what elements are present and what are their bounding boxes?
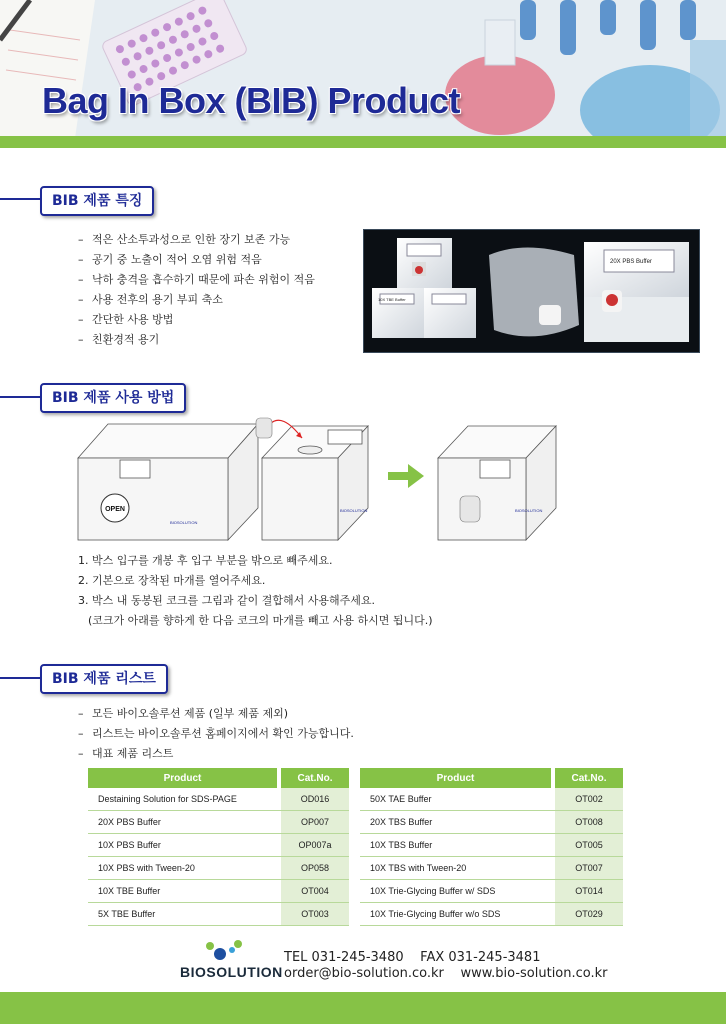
product-table-left: [88, 768, 349, 926]
usage-diagram: [70, 412, 570, 542]
list-item: – 간단한 사용 방법: [78, 313, 174, 326]
list-item: 3. 박스 내 동봉된 코크를 그림과 같이 결합해서 사용해주세요.: [78, 594, 375, 607]
table-row: 20X TBS Buffer OT008: [360, 811, 623, 834]
col-product: Product: [360, 768, 551, 788]
list-item: – 적은 산소투과성으로 인한 장기 보존 가능: [78, 233, 291, 246]
table-row: 10X TBE Buffer OT004: [88, 880, 349, 903]
header-divider-bar: [0, 136, 726, 148]
list-item: – 사용 전후의 용기 부피 축소: [78, 293, 223, 306]
table-row: 10X PBS with Tween-20 OP058: [88, 857, 349, 880]
email-link[interactable]: order@bio-solution.co.kr: [284, 966, 444, 981]
footer-bar: [0, 992, 726, 1024]
list-notes: [78, 704, 354, 764]
page-title: Bag In Box (BIB) Product: [42, 80, 460, 121]
table-header-row: [360, 768, 623, 788]
list-item: – 낙하 충격을 흡수하기 때문에 파손 위험이 적음: [78, 273, 315, 286]
section-rule: [0, 198, 44, 200]
list-item: – 리스트는 바이오솔루션 홈페이지에서 확인 가능합니다.: [78, 727, 354, 740]
cock-icon: [460, 496, 480, 522]
table-row: Destaining Solution for SDS-PAGE OD016: [88, 788, 349, 811]
table-row: 10X TBS with Tween-20 OT007: [360, 857, 623, 880]
hero-banner: [0, 0, 726, 138]
brand-mark: BIOSOLUTION: [340, 508, 368, 513]
table-header-row: [88, 768, 349, 788]
table-row: 10X Trie-Glycing Buffer w/o SDS OT029: [360, 903, 623, 926]
product-photo: [363, 229, 700, 353]
table-row: 10X Trie-Glycing Buffer w/ SDS OT014: [360, 880, 623, 903]
list-item: – 친환경적 용기: [78, 333, 160, 346]
section-heading-usage: BIB 제품 사용 방법: [40, 383, 186, 413]
brand-mark: BIOSOLUTION: [515, 508, 543, 513]
arrow-right-icon: [388, 464, 424, 488]
usage-steps: [78, 551, 433, 631]
tel: TEL 031-245-3480: [284, 950, 404, 965]
website-link[interactable]: www.bio-solution.co.kr: [460, 966, 608, 981]
box-with-cock-illustration: [438, 426, 556, 540]
col-product: Product: [88, 768, 277, 788]
open-label: OPEN: [105, 506, 125, 513]
table-row: 10X PBS Buffer OP007a: [88, 834, 349, 857]
col-cat: Cat.No.: [555, 768, 623, 788]
table-row: 5X TBE Buffer OT003: [88, 903, 349, 926]
contact-phone-fax: [284, 950, 540, 965]
photo-label-small: 10X TBE Buffer: [378, 297, 406, 302]
product-table-right: [360, 768, 623, 926]
section-heading-list: BIB 제품 리스트: [40, 664, 168, 694]
box-closed-illustration: [78, 424, 258, 540]
table-row: 50X TAE Buffer OT002: [360, 788, 623, 811]
brand-mark: BIOSOLUTION: [170, 520, 198, 525]
box-opened-illustration: [256, 418, 368, 540]
list-item: – 대표 제품 리스트: [78, 747, 174, 760]
photo-label-large: 20X PBS Buffer: [610, 259, 652, 265]
list-item: – 공기 중 노출이 적어 오염 위험 적음: [78, 253, 262, 266]
table-row: 20X PBS Buffer OP007: [88, 811, 349, 834]
list-item: 1. 박스 입구를 개봉 후 입구 부분을 밖으로 빼주세요.: [78, 554, 333, 567]
brand-logo-text: BIOSOLUTION: [180, 964, 283, 980]
contact-email-web: [284, 966, 608, 981]
list-item: (코크가 아래를 향하게 한 다음 코크의 마개를 빼고 사용 하시면 됩니다.): [88, 614, 433, 627]
col-cat: Cat.No.: [281, 768, 349, 788]
cock-icon: [256, 418, 272, 438]
section-rule: [0, 677, 44, 679]
section-rule: [0, 396, 44, 398]
fax: FAX 031-245-3481: [420, 950, 541, 965]
bib-boxes-image: [364, 230, 699, 352]
list-item: – 모든 바이오솔루션 제품 (일부 제품 제외): [78, 707, 289, 720]
table-row: 10X TBS Buffer OT005: [360, 834, 623, 857]
feature-list: [78, 230, 315, 350]
section-heading-features: BIB 제품 특징: [40, 186, 154, 216]
list-item: 2. 기본으로 장착된 마개를 열어주세요.: [78, 574, 266, 587]
